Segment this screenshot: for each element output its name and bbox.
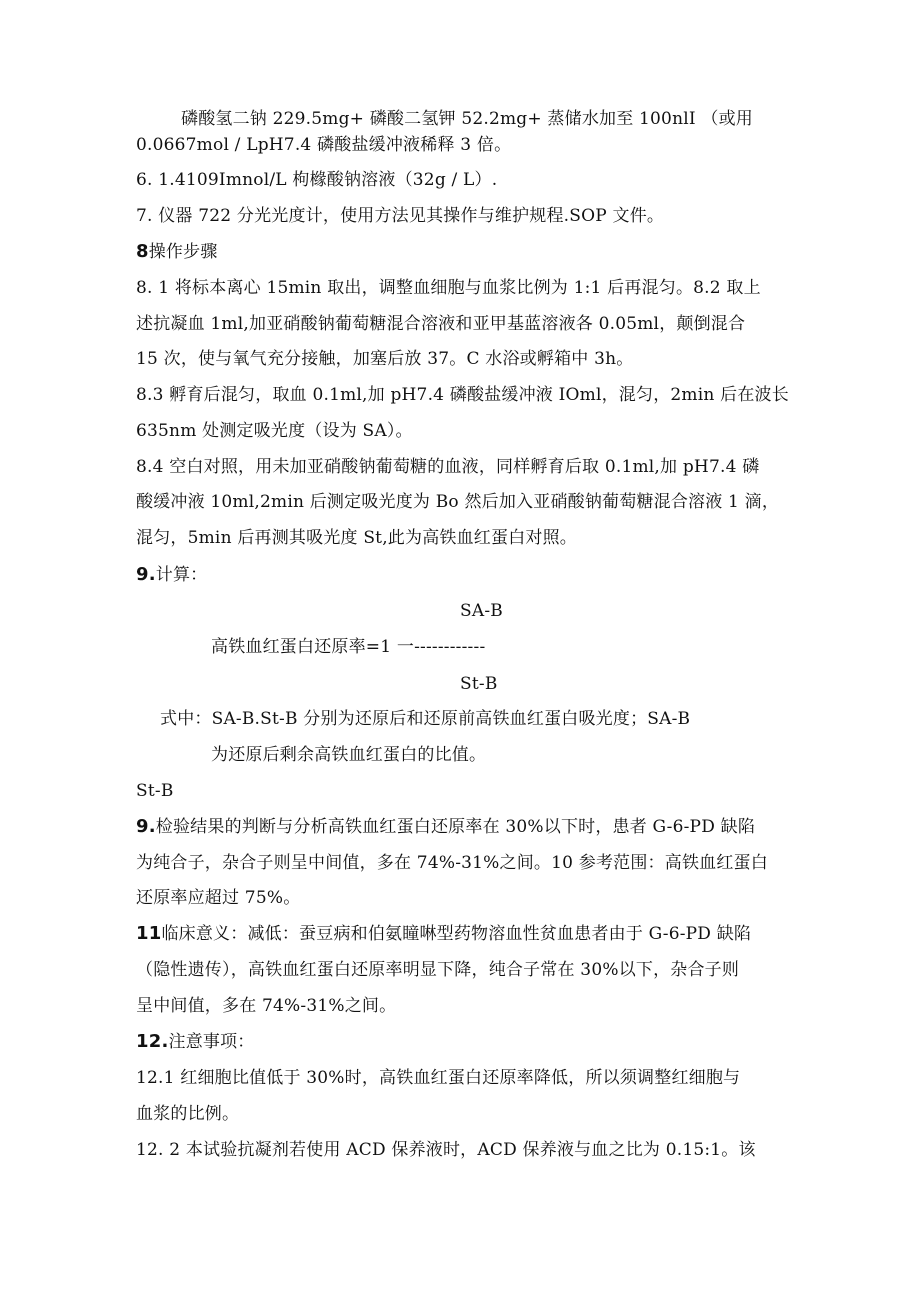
text-line: 为还原后剩余高铁血红蛋白的比值。 bbox=[211, 745, 487, 765]
section-heading-11 bbox=[136, 923, 751, 945]
section-number: 9. bbox=[136, 564, 156, 585]
section-text: 临床意义：减低：蚕豆病和伯氨瞳啉型药物溶血性贫血患者由于 G-6-PD 缺陷 bbox=[161, 924, 752, 944]
section-heading-9b bbox=[136, 816, 755, 838]
section-heading-9 bbox=[136, 564, 207, 586]
text-line: 6. 1.4109Imnol/L 枸橼酸钠溶液（32g / L）. bbox=[136, 170, 498, 190]
text-line: 8.4 空白对照，用未加亚硝酸钠葡萄糖的血液，同样孵育后取 0.1ml,加 pH7.4 磷 bbox=[136, 457, 760, 477]
formula-denominator: St-B bbox=[460, 674, 498, 694]
text-line: 635nm 处测定吸光度（设为 SA）。 bbox=[136, 421, 413, 441]
text-line: 8. 1 将标本离心 15min 取出，调整血细胞与血浆比例为 1:1 后再混匀。8.2 取上 bbox=[136, 278, 761, 298]
text-line: 血浆的比例。 bbox=[136, 1104, 240, 1124]
section-number: 11 bbox=[136, 923, 162, 944]
text-line: St-B bbox=[136, 781, 174, 801]
text-line: 磷酸氢二钠 229.5mg+ 磷酸二氢钾 52.2mg+ 蒸储水加至 100nlI （或用 bbox=[181, 109, 753, 129]
text-line: 0.0667mol / LpH7.4 磷酸盐缓冲液稀释 3 倍。 bbox=[136, 135, 512, 155]
section-title: 操作步骤 bbox=[148, 242, 218, 262]
section-title: 注意事项： bbox=[168, 1032, 255, 1052]
section-number: 8 bbox=[136, 241, 149, 262]
formula-numerator: SA-B bbox=[460, 601, 503, 621]
text-line: 述抗凝血 1ml,加亚硝酸钠葡萄糖混合溶液和亚甲基蓝溶液各 0.05ml，颠倒混合 bbox=[136, 314, 746, 334]
text-line: 15 次，使与氧气充分接触，加塞后放 37。C 水浴或孵箱中 3h。 bbox=[136, 349, 634, 369]
text-line: 12.1 红细胞比值低于 30%时，高铁血红蛋白还原率降低，所以须调整红细胞与 bbox=[136, 1068, 741, 1088]
text-line: 还原率应超过 75%。 bbox=[136, 888, 301, 908]
text-line: 混匀，5min 后再测其吸光度 St,此为高铁血红蛋白对照。 bbox=[136, 528, 578, 548]
section-title: 计算： bbox=[155, 565, 208, 585]
text-line: （隐性遗传），高铁血红蛋白还原率明显下降，纯合子常在 30%以下，杂合子则 bbox=[136, 960, 740, 980]
text-line: 7. 仪器 722 分光光度计，使用方法见其操作与维护规程.SOP 文件。 bbox=[136, 206, 665, 226]
text-line: 式中：SA-B.St-B 分别为还原后和还原前高铁血红蛋白吸光度；SA-B bbox=[160, 709, 691, 729]
text-line: 呈中间值，多在 74%-31%之间。 bbox=[136, 996, 397, 1016]
section-heading-12 bbox=[136, 1031, 255, 1053]
text-line: 为纯合子，杂合子则呈中间值，多在 74%-31%之间。10 参考范围：高铁血红蛋白 bbox=[136, 853, 768, 873]
section-text: 检验结果的判断与分析高铁血红蛋白还原率在 30%以下时，患者 G-6-PD 缺陷 bbox=[155, 817, 756, 837]
formula-main: 高铁血红蛋白还原率=1 一------------ bbox=[211, 637, 486, 657]
text-line: 8.3 孵育后混匀，取血 0.1ml,加 pH7.4 磷酸盐缓冲液 IOml，混匀，2min 后在波长 bbox=[136, 385, 789, 405]
text-line: 酸缓冲液 10ml,2min 后测定吸光度为 Bo 然后加入亚硝酸钠葡萄糖混合溶液 1 滴， bbox=[136, 492, 780, 512]
text-line: 12. 2 本试验抗凝剂若使用 ACD 保养液时，ACD 保养液与血之比为 0.15:1。该 bbox=[136, 1140, 756, 1160]
section-number: 9. bbox=[136, 816, 156, 837]
section-number: 12. bbox=[136, 1031, 169, 1052]
section-heading-8 bbox=[136, 241, 218, 263]
